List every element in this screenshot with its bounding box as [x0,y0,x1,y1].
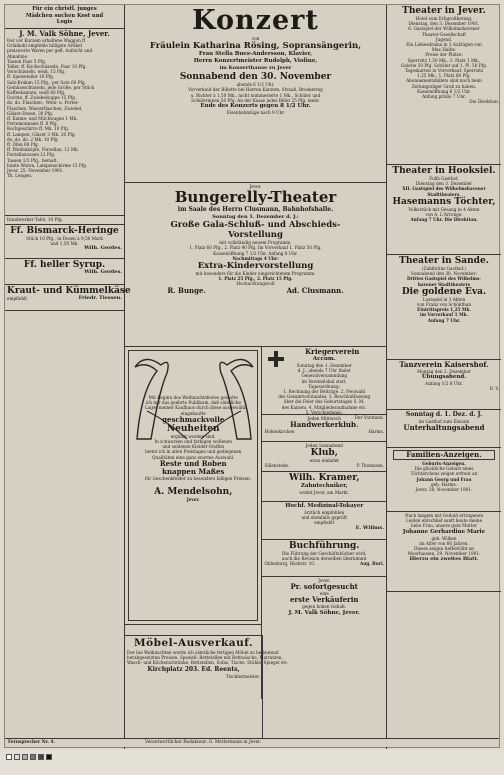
ad-line: geb. Wilken [431,535,457,541]
ad-line: wozu einladet [309,458,339,464]
ad-line: geb. Harms. [430,481,458,487]
ad-bismarck-heringe [5,225,124,259]
ad-signature: Der Vorstand. [354,415,384,421]
ad-line: Volksstück mit Gesang in 4 Akten [408,206,480,212]
ad-line: Handwerker-Tafel, 10 Pfg. [7,217,63,222]
ad-line: Wasch- und Küchenschränke, Bettstellen, Sofas, Tische, Stühle, Spiegel etc. [127,660,289,666]
ad-line: und 1,50 Mk. [50,241,79,247]
ad-line: XII. Gastspiel des Wilhelmshavener [402,186,486,192]
color-scale-strip [0,750,504,775]
ad-title: Wilh. Kramer, [289,473,360,483]
ad-line: Lager meiner Kaufhaus durch diese ausgewählt [145,405,247,411]
ad-line: Der vor Kurzem erhaltene Waggon ff [7,38,86,43]
page-footer [5,738,499,747]
ad-line: abends 6 1/2 Uhr. [236,82,275,88]
ad-signature: Ad. Clusmann. [286,285,344,295]
ad-signature: R. Bunge. [167,285,206,295]
ad-valk-crockery [5,29,124,216]
ad-line: Max Halbe. [431,47,457,53]
ad-line: im Alter von 66 Jahren. [419,540,469,546]
ad-line: Johanne Gerhardine Marie [402,528,486,535]
ad-heading: Hasemanns Töchter, [392,196,496,207]
ad-line: havener Stadttheaters [417,281,471,287]
ad-line: Sonnabend den 30. November [179,72,332,83]
ad-line: empfiehlt [7,296,28,301]
ad-line: Mit Beginn des Weihnachtsfestes gestatte [148,395,238,400]
ad-line: Eintrittspreis 1,25 Mk. [417,307,471,313]
ad-line: Sillenstede. [264,463,290,469]
left-column [5,5,131,749]
ad-verkaeuferin [262,577,386,633]
ad-heading: Neuheiten [166,423,220,434]
ad-title: Klub, [310,448,338,459]
ad-line: bunte Waren, Lampenschirme 15 Pfg. [7,162,88,168]
scale-swatch [46,754,52,760]
section-title: Familien-Anzeigen. [393,450,495,460]
ad-line: eingekaufte [180,410,206,416]
ad-signature: Wilh. Gerdes. [84,269,122,275]
newspaper-page [4,4,500,748]
ad-line: 1,25 Mk., 1. Platz 80 Pfg. [417,73,471,79]
scale-swatch [38,754,44,760]
ad-line: Drittes Gastspiel des Wilhelms- [407,276,481,282]
ad-body [7,38,122,178]
ad-line: Kirchplatz 203. Ed. Reents, [147,665,240,673]
ad-handwerker-tafel [5,216,124,225]
ad-klub [262,442,386,472]
ad-line: Jugend. [435,36,453,42]
ad-unterhaltungsabend [387,410,501,448]
ad-line: gegen hohen Gehalt. [302,604,347,610]
ad-title: Theater in Jever. [402,6,486,16]
ad-heading: geschmackvolle [162,414,225,424]
footer-editor: Verantwortlicher Redakteur: G. Mettermann in Jever. [145,740,262,745]
ad-body [264,363,384,415]
ad-line: do. do. Flaschen-, Wein- u. Porter- [7,100,80,106]
ad-line: Stück 10 Pfg., in Dosen à 9,50 Mark [26,236,103,241]
ad-title: Buchführung. [289,541,360,551]
ad-line: Montag den 2. Dezember [417,369,471,374]
ad-line: empfiehlt [314,520,335,526]
ad-title: J. M. Valk Söhne, Jever. [19,29,110,38]
ad-line: Hohenkirchen [264,429,295,435]
ad-theater-sande [387,255,501,360]
ad-title: Sonntag d. 1. Dez. d. J. [405,411,483,418]
ad-line: des Gesamtvorstandes. 3. Beschlußfassung [278,394,371,400]
ad-line: Th. Lengen. [7,173,33,179]
ad-line: In schwarzen und farbigen wollenen [154,439,232,445]
ad-line: Töchterchens zeigen erfreut an [410,471,478,477]
footer-phone: Fernsprecher Nr. 4. [8,740,55,745]
ad-line: Oldenburg, Rückstr. 10. [264,561,316,567]
ad-signature: Wilh. Gerdes. [84,245,122,252]
ad-line: Mädchen suchen Kost und [25,12,104,19]
scale-swatch [14,754,20,760]
ad-kraut-kaese [5,285,131,311]
ad-line: Zeitungsräger Groß zu haben. [411,83,477,89]
ad-line: Anfang 1/2 8 Uhr. [425,381,463,387]
ad-line: Porzellanvasen 12 Pfg. [7,152,56,158]
ad-line: Der bei Weihnachten werde ich sämtliche fertigen Möbel zu bedeutend [127,650,279,655]
ad-line: 1. Rechnung der Beiträge. 2. Neuwahl [283,389,366,395]
middle-column [125,5,387,749]
ad-line: Ein Liebesdrama in 3 Aufzügen von [406,42,482,48]
ad-line: Sonntag den 1. Dezember d. J.: [212,213,299,220]
scale-swatch [6,754,12,760]
scale-swatch [30,754,36,760]
theater-title: Bungerelly-Theater [174,188,337,207]
ad-line: Große Gala-Schluß- und Abschieds- [170,220,341,231]
ad-line: do. do. do. 2 Mk. 10 Pfg. [7,136,59,142]
ad-line: Anfang präzis 7 Uhr. [422,94,466,100]
ad-line: Sonntag den 1. Dezember [296,363,352,368]
ad-title: Handwerkerklub. [290,420,359,430]
ad-kramer [262,472,386,502]
ad-heading: Unterhaltungsabend [403,423,485,433]
ad-line: ärztlich empfohlen [304,510,345,515]
ad-title: Tanzverein Kaisershof. [399,360,489,369]
ad-line: von A. L'Arronge. [425,212,463,218]
ad-line: Vorverkauf der Billette bei Herren Karsten, Strauß, Broekering [188,87,323,93]
ad-line: Sonnabend den 30. November: [411,271,477,277]
ad-line: von Franz von Schönthan [416,302,472,308]
right-subcolumn [262,347,386,699]
ad-line: Jever. [249,184,262,189]
ad-line: Abonnementsbillets sind noch beim [406,78,482,84]
ad-line: liebe Frau, unsere gute Mutter [411,523,477,529]
ad-theater-hooksiel [387,165,501,255]
ad-signature: A. Mendelsohn, [154,487,233,498]
ad-line: bietet ich in allen Preislagen und gediegenen [145,449,242,455]
ad-heading: knappen Maßes [162,466,225,476]
ad-line: Portemonnaies ff. 8 Pfg. [7,121,58,127]
ad-tokayer [262,502,386,540]
ad-line: Schülerinnen 50 Pfg. An der Kasse jedes Billet 25 Pfg. mehr. [191,97,320,103]
ad-heading: Reste und Roben [159,458,227,468]
ad-line: Dienstag, den 3. Dezember 1901, [408,21,480,27]
ad-line: im Saale des Herrn Clusmann, Bahnhofshalle. [177,206,334,214]
ad-line: preiswerte Waren per gefl. Aufsicht und [7,48,93,54]
ad-line: Dienstag den 3. Dezember [415,181,473,187]
ad-line: Gläser-Dosen, 30 Pfg. [7,110,54,116]
ad-line: (Zahlbrüns Gasthof.) [422,266,466,271]
ad-heading: Die goldene Eva. [401,286,487,297]
ad-line: Geburts-Anzeigen. [422,461,466,466]
ad-line: 5. Verschiedenes. [305,409,343,415]
ad-line: Galerie 50 Pfg. Schüler auf 1. Pl. 50 Pfg. [400,62,488,68]
ad-line: Theater-Gesellschaft [421,31,467,37]
ad-line: d. J., abends 7 Uhr findet [297,368,351,374]
ad-syrup [5,259,124,285]
ad-line: Tischlermeister. [225,673,260,679]
ad-title: erste Verkäuferin [289,595,359,605]
ad-signature: Die Direktion. [469,99,499,105]
scale-swatch [22,754,28,760]
ad-line: Jever, 25. November 1901. [7,168,64,174]
ad-line: Jever. [186,497,200,503]
ad-signature: E. Willms. [355,524,384,531]
ad-buchfuehrung [262,540,386,577]
ad-line: Anfang 7 Uhr. Die Direktion. [410,217,478,223]
ad-line: ff. Öfen 60 Pfg. [7,142,40,148]
ad-line: Abnahme [7,53,28,59]
ad-line: Hotel zum Erbgroßherzog. [415,16,473,21]
ad-line: ergänzt worden sind. [170,433,216,439]
concert-title: Konzert [192,5,319,36]
ad-moebel [125,635,289,740]
ad-line: im Konzerthause zu Jever [219,65,292,72]
ad-line: Die Führung der Geschäftsbücher wird, [281,551,367,556]
ad-line: Eisenbahnzüge nach 9 Uhr [226,110,285,116]
ad-line: Extra-Kindervorstellung [197,261,314,272]
ad-line: Qualitäten eine ganz enorme Auswahl. [152,454,235,460]
ad-line: Preise der Plätze: [425,52,463,58]
ad-line: des Kaisers. 4. Mitgliederaufnahme etc. [281,404,367,410]
ad-line: Kassenöffnung 6 1/2 Uhr. [417,88,471,94]
ad-line: Harms. [368,429,384,435]
ad-line: Accum. [312,356,336,362]
ad-line: ff. Speiseteller 10 Pfg. [7,74,55,80]
ad-line: Jever, 28. November 1901. [415,487,473,493]
ad-line: im Gasthof zum Elisium [418,419,470,424]
ad-line: Logis [56,19,73,25]
ad-line: im Vorverkauf 1 Mk. [420,312,468,318]
ad-line: Stadttheaters. [427,191,461,197]
ad-line: Ende des Konzerts gegen 8 1/2 Uhr. [200,103,311,110]
ad-line: Dieses zeigen tiefbetrübt an [414,546,474,552]
ad-title: Kriegerverein [305,347,360,356]
ad-line: Sperrsitz 1,50 Mk., 1. Platz 1 Mk., [407,57,481,63]
ad-line: Die glückliche Geburt eines [414,466,474,472]
ad-line: Fulfs Gasthof. [429,176,459,181]
ad-title: Möbel-Ausverkauf. [133,637,253,649]
ad-signature: D. V. [489,386,499,392]
ad-title: Ff. heller Syrup. [23,260,106,270]
ad-title: Hochf. Medizinal-Tokayer [285,503,364,509]
ad-line: Johann Georg und Frau [416,476,472,482]
familien-anzeigen [387,448,501,512]
ad-line: Jever. [318,578,331,583]
ad-signature: Friedr. Tiessen. [78,295,122,301]
ad-line: Vorschüsseln, weiß, 15 Pfg. [7,69,66,75]
ad-line: 1. Platz 60 Pfg., 2. Platz 40 Pfg. Im Vorverkauf 1. Platz 50 Pfg. [189,245,322,251]
ad-line: Leiden entschlief sanft heute meine [405,518,483,524]
ad-line: Tassen 1/2 Pfg., bemalt. [7,157,58,163]
ad-line: auch die Revision derselben übernimmt [281,556,367,562]
ad-line: Zahntechniker, [300,483,348,489]
ad-line: Nachmittags 4 Uhr: [232,255,279,261]
ad-concert [125,5,386,183]
iron-cross-icon [268,351,284,367]
ad-line: herabgesetzten Preisen. Speziell: Bettstellen mit Bettwäsche, Matratzen, [127,655,283,661]
ad-line: von [251,36,260,41]
ad-line: 6. Gastspiel der Wilhelmshavener [408,26,480,32]
ad-line: Kaffeekannen, weiß 60 Pfg. [7,90,66,96]
ad-lodging [5,5,124,29]
ad-line: Frau Stella Bues-Andersson, Klavier, [198,51,313,58]
ad-line: eine [319,591,329,597]
ad-line: und ebenfalls geprüft [301,515,348,521]
ad-line: Kochgeschirre ff. Mk. 10 Pfg. [7,126,70,132]
ad-line: ff. Kanne- und Milchwagen 1 Mk. [7,116,78,122]
ad-line: Übungsabend. [421,374,467,381]
ad-line: Lustspiel in 3 Akten [422,296,466,302]
ad-theater-jever [387,5,501,165]
ad-line: Hierzu ein zweites Blatt. [409,556,479,563]
ad-line: Flaschen, Wasserflaschen, Zwiebel, [7,105,83,111]
ad-line: Dochte, ff. Zwiebelsuppe 15 Pfg. [7,95,77,101]
ad-line: Hochachtungsvoll [236,281,275,287]
ad-line: mit vollständig neuem Programm. [219,240,292,246]
ad-mendelsohn [125,347,261,625]
ad-line: Vorstellung [228,230,283,241]
death-notice [387,512,501,592]
ad-line: Für ein christl. junges [32,6,97,12]
ad-line: ich mir das geehrte Publikum, daß sämtliche [145,400,241,406]
ad-tanzverein [387,360,501,410]
ad-line: Salz-Kruken 15 Pfg., per Satz 60 Pfg. [7,79,87,85]
ad-line: Herrn Konzertmeister Rudolph, Violine, [193,58,318,65]
ad-line: ff. Lampen, Gläser 3 Mk. 20 Pfg. [7,131,76,137]
ad-line: und seidenen Kleider-Stoffen [162,444,225,450]
ad-body [389,16,499,99]
ad-line: Fräulein Katharina Rösing, Sopransängerin, [149,41,362,52]
ad-line: Generalversammlung [301,373,348,379]
ad-line: Tagesordnung: [308,383,341,389]
ad-line: Jeden Mittwoch [307,416,341,421]
ad-line: Anfang 7 Uhr. [427,317,461,323]
ad-title: Kraut- und Kümmelkäse [7,286,131,296]
ad-line: mit besonders für die Kinder eingerichtetem Programm. [195,271,316,277]
ad-line: Tassen Paar 5 Pfg. [7,58,47,64]
ad-line: Tageskarten in Vorverkauf: Sperrsitz [404,68,484,74]
ad-line: ff. Pfeifenköpfe, Porzellan, 12 Mk. [7,147,80,153]
ad-line: über die Feier des Geburtstages S. M. [283,399,365,405]
ad-line: Grünkohl empfehle billigste Artikel [7,43,82,49]
ad-line: Kassenöffnung 7 1/2 Uhr. Anfang 8 Uhr. [213,250,298,256]
ad-line: Gemüseschüsseln, jede Größe, per Stück [7,84,95,90]
mendelsohn-text [145,395,252,503]
ad-line: 1. Platz 25 Pfg., 2. Platz 15 Pfg. [218,276,293,282]
ad-title: Ff. Bismarck-Heringe [10,226,119,236]
ad-line: P. Thomssen. [356,463,384,469]
ad-line: wohnt Jever, am Markt. [299,490,350,495]
ad-line: Nach langem mit Geduld ertragenen [404,513,484,518]
ad-signature: Aug. Buri. [360,561,384,567]
ad-title: Theater in Hooksiel. [392,166,496,176]
ad-line: im Vereinslokal statt. [301,378,347,384]
ad-line: Teller, ff. Kochschüsseln, Paar 10 Pfg. [7,64,87,70]
ad-title: Pr. sofortgesucht [290,582,358,592]
ad-line: für Geschenkfelder zu besonders billigen Preisen. [145,475,252,481]
ad-signature: J. M. Valk Söhne, Jever. [288,609,360,616]
right-column [387,5,501,749]
ad-line: Jeden Sonnabend [305,443,343,448]
ad-line: Moorhausen, 29. November 1901. [407,551,481,557]
ad-title: Theater in Sande. [399,256,489,266]
ad-bungerelly-theater [125,183,386,347]
ad-line: u. Richter à 1,50 Mk., nicht nummerierte 1 Mk., Schüler und [190,92,321,98]
